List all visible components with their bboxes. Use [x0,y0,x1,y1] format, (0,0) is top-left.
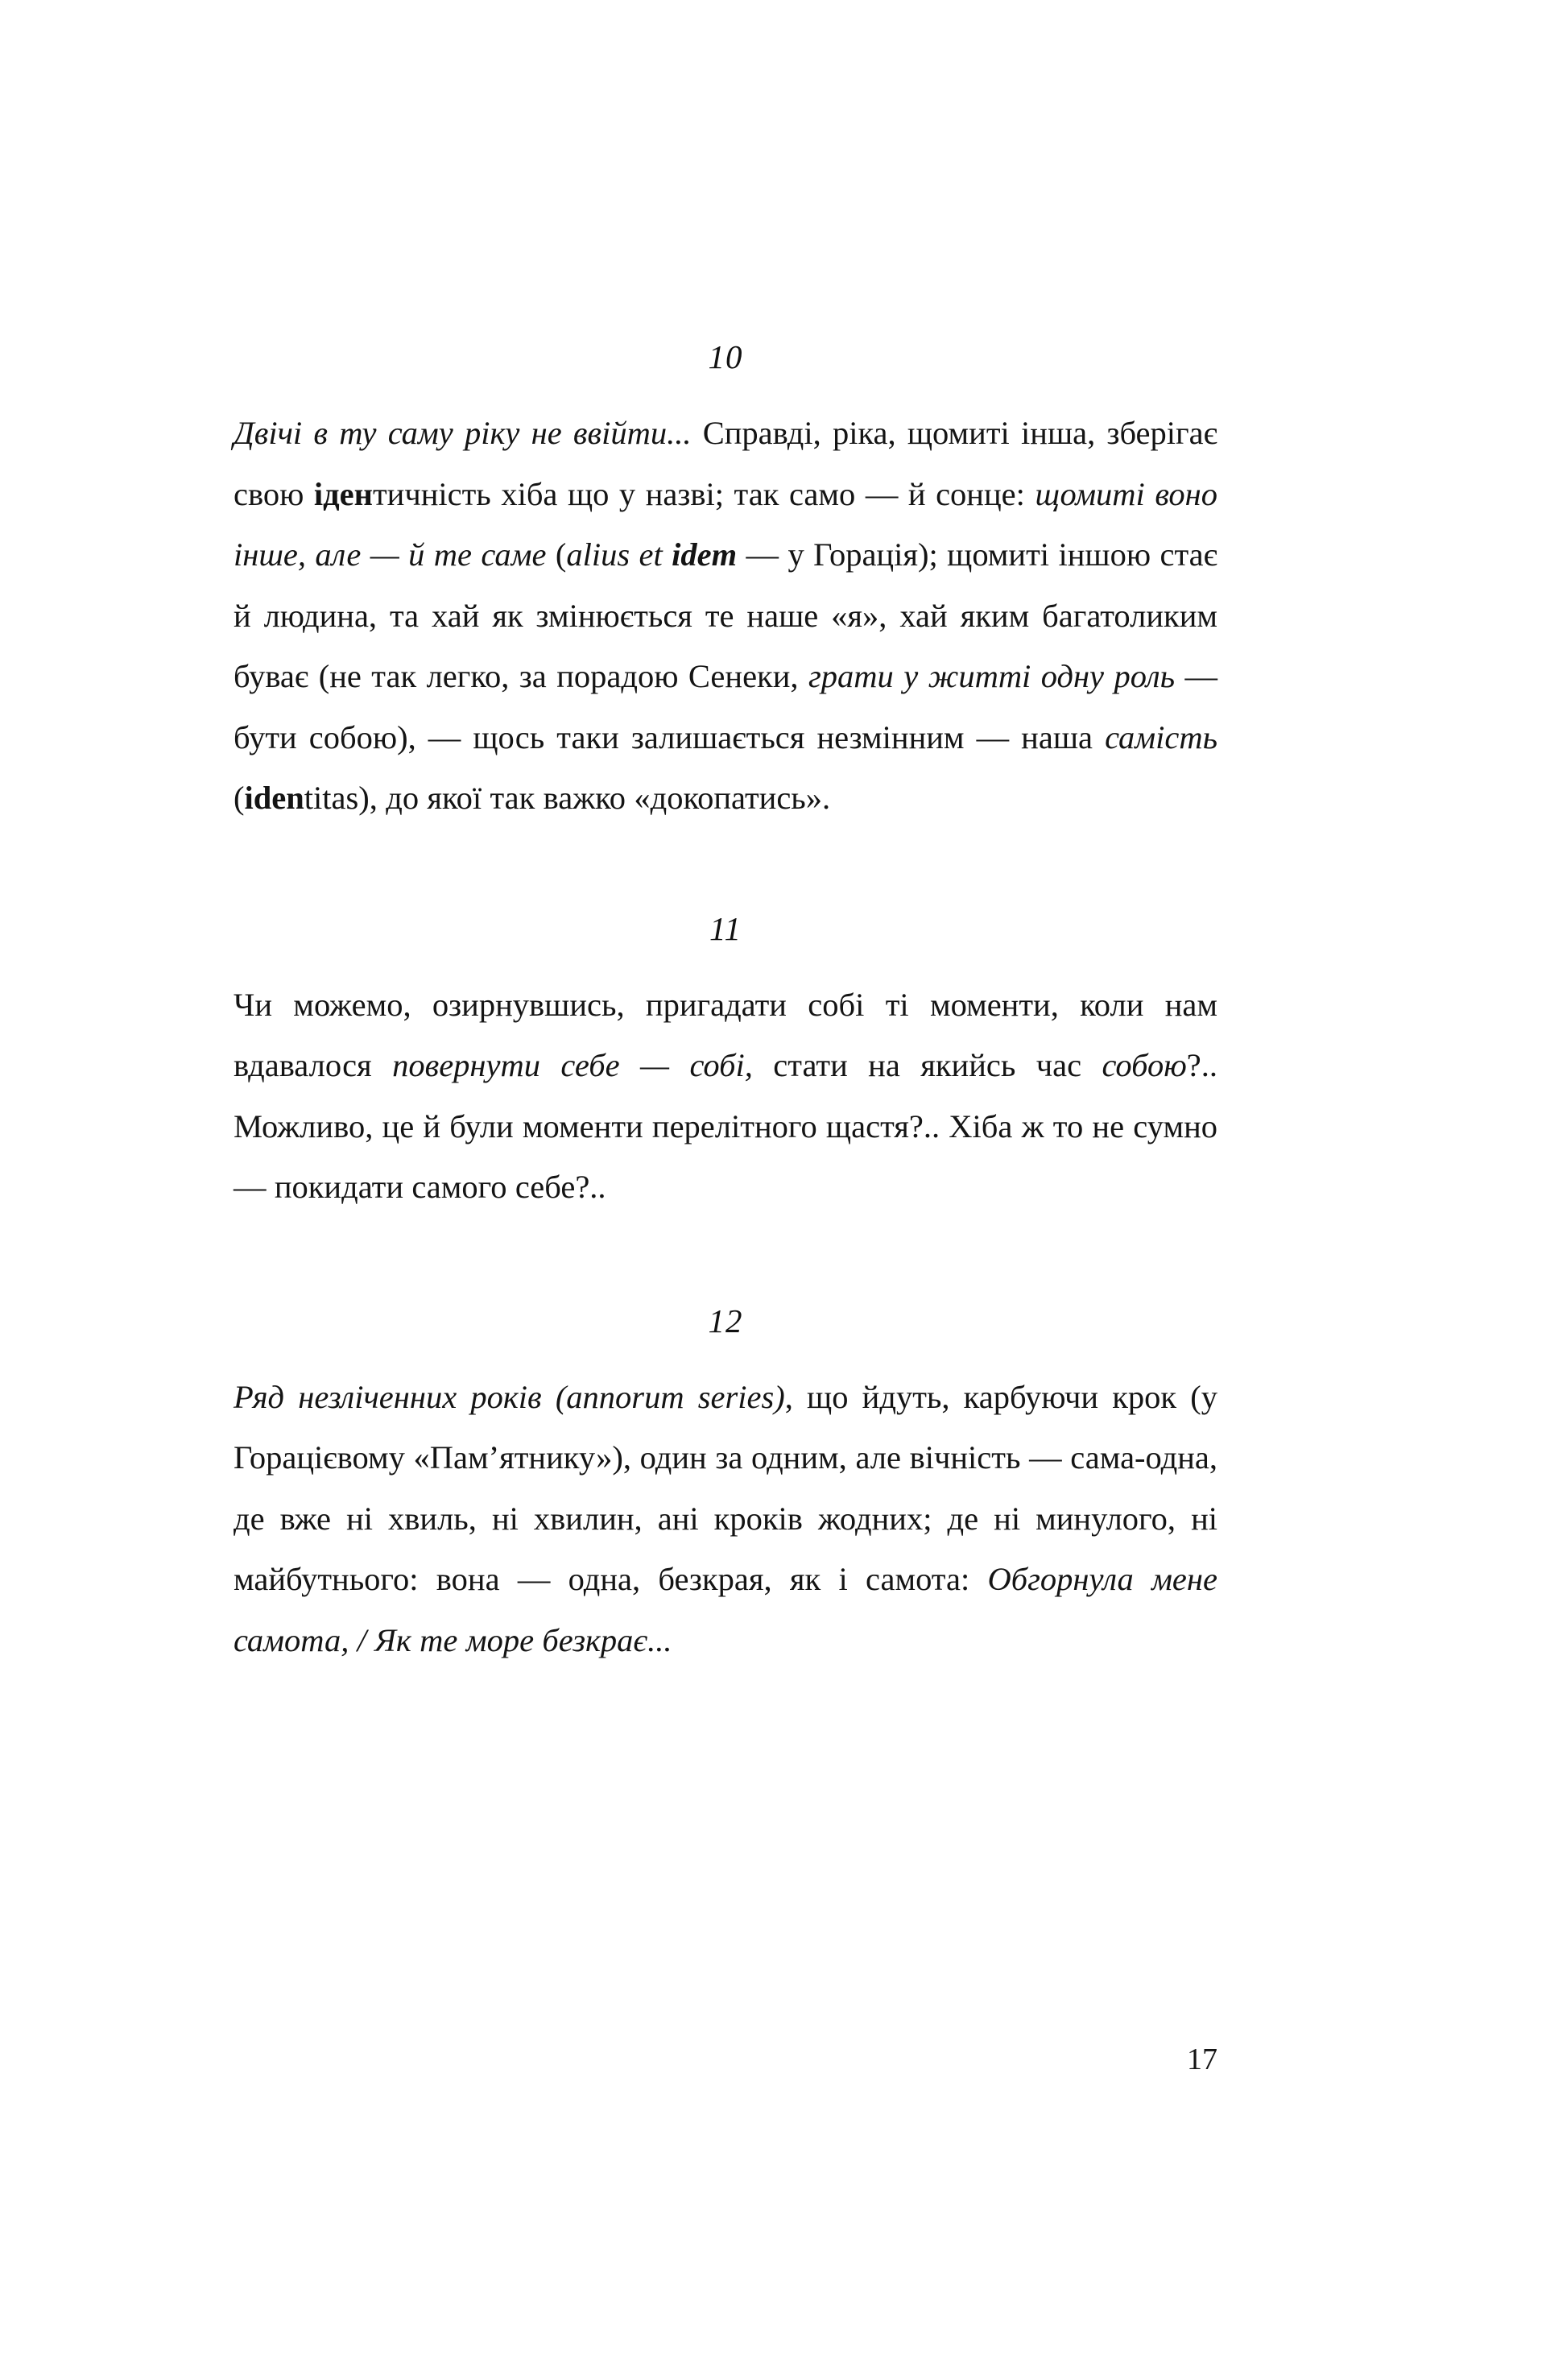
text-run: , що йдуть, карбуючи крок (у Горацієвому «Пам’ятнику»), один за одним, але вічність — сама-одна, де вже ні хвиль, ні хвилин, ані кроків жодних; де ні минулого, ні майбутнього: вона — одна, безкрая, як і самота: [234,1378,1217,1597]
section-10 [234,338,1218,829]
section-12 [234,1302,1217,1671]
text-run: ( [546,536,567,573]
section-number-10: 10 [708,338,743,375]
text-run: самість [1105,718,1217,755]
section-number-11: 11 [709,909,742,947]
section-body-10 [234,403,1217,829]
text-run: щомиті воно інше, але — й те саме [234,475,1217,573]
section-body-12 [234,1367,1217,1671]
section-body-11 [234,975,1217,1218]
text-run: alius et [566,536,672,573]
text-run: Обгорнула мене самота, / Як те море безкрає... [234,1561,1217,1658]
section-11 [234,909,1218,1218]
text-run: Двічі в ту саму ріку не ввійти... [234,415,692,451]
section-number-12: 12 [708,1302,743,1339]
text-run: — у Горація); щомиті іншою стає й людина, та хай як змінюється те наше «я», хай яким багатоликим буває (не так легко, за порадою Сенеки, [234,536,1218,694]
text-run: idem [672,536,738,573]
page-number: 17 [1187,2043,1217,2076]
text-run: iden [244,780,304,816]
text-run: titas), до якої так важко «докопатись». [304,780,831,816]
text-run: собою [1102,1047,1187,1083]
text-run: Чи можемо, озирнувшись, пригадати собі ті моменти, коли нам вдавалося [234,986,1217,1083]
text-run: Ряд незліченних років (annorum series) [234,1378,785,1415]
text-run: ( [234,780,245,816]
text-run: тичність хіба що у назві; так само — й сонце: [372,475,1035,512]
text-run: ?.. Можливо, це й були моменти перелітного щастя?.. Хіба ж то не сумно — покидати самого себе?.. [234,1047,1218,1205]
text-run: грати у житті одну роль [808,658,1176,694]
text-run: іден [313,475,373,512]
text-column [234,0,1217,1703]
text-run: — бути собою), — щось таки залишається незмінним — наша [234,658,1218,755]
text-run: Справді, ріка, щомиті інша, зберігає свою [234,415,1217,512]
text-run: стати на якийсь час [752,1047,1102,1083]
text-run: повернути себе — собі, [392,1047,753,1083]
